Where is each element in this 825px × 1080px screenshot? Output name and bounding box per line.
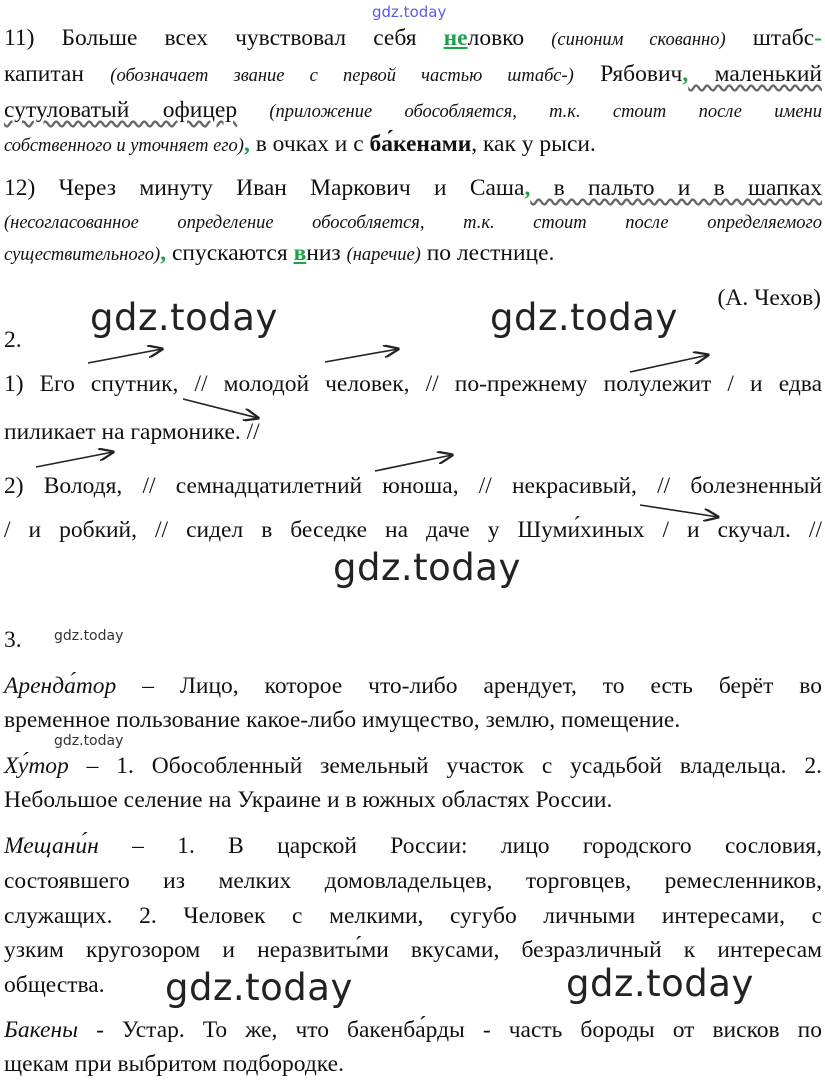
entry-bakeny-line2: щекам при выбритом подбородке. <box>4 1051 344 1077</box>
s11-line3: сутуловатый офицер (приложение обособляется, т.к. стоит после имени <box>4 97 822 123</box>
s11-line1: 11) Больше всех чувствовал себя неловко (синоним скованно) штабс- <box>4 25 822 51</box>
arrow <box>36 452 113 467</box>
s11-line4: собственного и уточняет его), в очках и с ба́кенами, как у рыси. <box>4 131 596 157</box>
watermark-small: gdz.today <box>54 628 124 644</box>
watermark: gdz.today <box>333 546 521 589</box>
section3-number: 3. <box>4 627 22 653</box>
arrow <box>88 349 162 363</box>
watermark-small: gdz.today <box>54 733 124 749</box>
arrow <box>325 349 398 362</box>
section2-line2: пиликает на гармонике. // <box>4 419 260 445</box>
entry-meshchanin-line1: Мещани́н – 1. В царской России: лицо городского сословия, <box>4 833 822 859</box>
s12-line3: существительного), спускаются вниз (наречие) по лестнице. <box>4 240 555 266</box>
entry-meshchanin-line3: служащих. 2. Человек с мелкими, сугубо личными интересами, с <box>4 903 822 929</box>
entry-arendator-line1: Аренда́тор – Лицо, которое что-либо арендует, то есть берёт во <box>4 673 822 699</box>
section2-line1: 1) Его спутник, // молодой человек, // по-прежнему полулежит / и едва <box>4 371 822 397</box>
s12-line2: (несогласованное определение обособляется, т.к. стоит после определяемого <box>4 213 822 233</box>
arrow <box>183 399 258 418</box>
watermark-top: gdz.today <box>372 3 447 21</box>
entry-meshchanin-line5: общества. <box>4 972 105 998</box>
s12-line1: 12) Через минуту Иван Маркович и Саша, в пальто и в шапках <box>4 175 822 201</box>
section2-line3: 2) Володя, // семнадцатилетний юноша, // некрасивый, // болезненный <box>4 473 822 499</box>
s11-line2: капитан (обозначает звание с первой частью штабс-) Рябович, маленький <box>4 61 822 87</box>
watermark: gdz.today <box>490 296 678 339</box>
entry-khutor-line1: Ху́тор – 1. Обособленный земельный участок с усадьбой владельца. 2. <box>4 753 822 779</box>
watermark: gdz.today <box>90 296 278 339</box>
section2-number: 2. <box>4 327 22 353</box>
highlight-ne: не <box>443 25 468 51</box>
arrow <box>640 505 718 517</box>
entry-meshchanin-line2: состоявшего из мелких домовладельцев, торговцев, ремесленников, <box>4 868 822 894</box>
section2-line4: / и робкий, // сидел в беседке на даче у Шуми́хиных / и скучал. // <box>4 517 822 543</box>
watermark: gdz.today <box>165 966 353 1009</box>
entry-khutor-line2: Небольшое селение на Украине и в южных областях России. <box>4 787 613 813</box>
entry-arendator-line2: временное пользование какое-либо имущество, землю, помещение. <box>4 707 681 733</box>
arrow <box>375 455 452 471</box>
entry-bakeny-line1: Бакены - Устар. То же, что бакенба́рды - часть бороды от висков по <box>4 1017 822 1043</box>
entry-meshchanin-line4: узким кругозором и неразвиты́ми вкусами, безразличный к интересам <box>4 937 822 963</box>
arrow <box>630 355 708 372</box>
author-line: (А. Чехов) <box>717 285 821 311</box>
watermark: gdz.today <box>566 962 754 1005</box>
highlight-v: в <box>293 240 307 266</box>
